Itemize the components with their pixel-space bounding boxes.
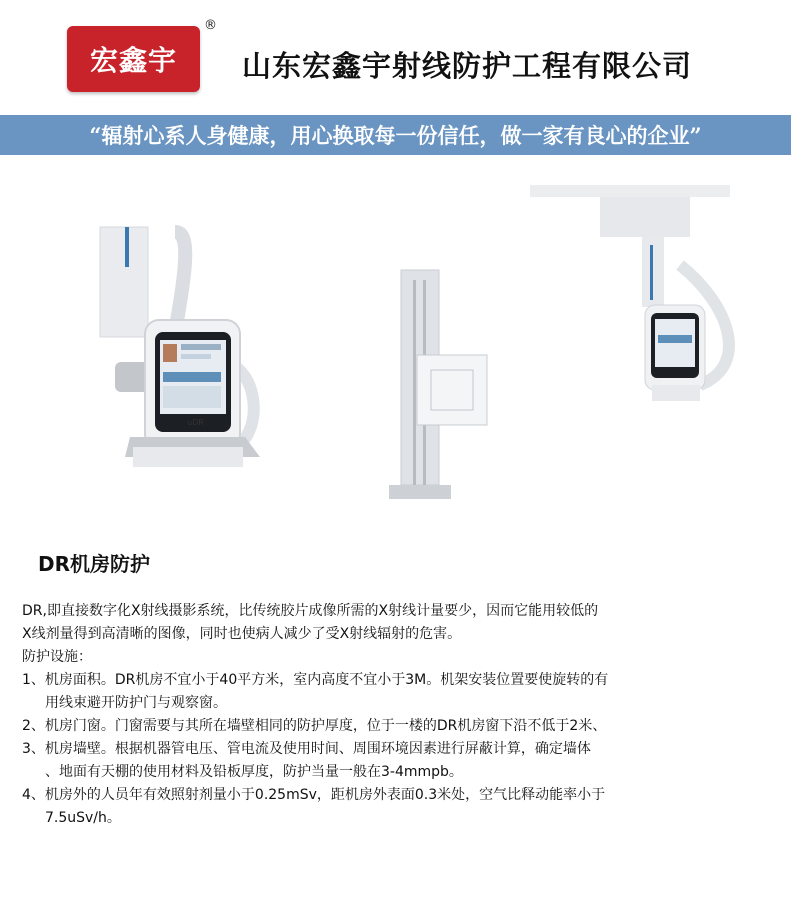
dr-wall-unit-icon (95, 222, 275, 472)
list-item-continuation: 7.5uSv/h。 (45, 810, 121, 826)
body-line: DR,即直接数字化X射线摄影系统，比传统胶片成像所需的X射线计量要少，因而它能用较低的 (22, 603, 599, 619)
logo-text: 宏鑫宇 (89, 44, 177, 77)
list-item: 4、机房外的人员年有效照射剂量小于0.25mSv，距机房外表面0.3米处，空气比释动能率小于 (22, 787, 606, 803)
slogan-text: “辐射心系人身健康，用心换取每一份信任，做一家有良心的企业” (89, 123, 702, 148)
list-item: 3、机房墙壁。根据机器管电压、管电流及使用时间、周围环境因素进行屏蔽计算，确定墙体 (22, 741, 591, 757)
dr-ceiling-unit-icon (530, 185, 760, 415)
list-item: 2、机房门窗。门窗需要与其所在墙壁相同的防护厚度，位于一楼的DR机房窗下沿不低于2米、 (22, 718, 607, 734)
body-line: X线剂量得到高清晰的图像，同时也使病人减少了受X射线辐射的危害。 (22, 626, 462, 642)
company-logo (67, 26, 200, 92)
header (0, 0, 791, 110)
registered-mark: ® (204, 18, 217, 33)
body-line: 防护设施： (22, 649, 92, 665)
device-images (0, 160, 791, 520)
list-item-continuation: 用线束避开防护门与观察窗。 (45, 695, 227, 711)
list-item-continuation: 、地面有天棚的使用材料及铅板厚度，防护当量一般在3-4mmpb。 (45, 764, 463, 780)
body-text (22, 600, 782, 830)
company-name: 山东宏鑫宇射线防护工程有限公司 (242, 49, 693, 83)
dr-stand-icon (375, 260, 495, 510)
list-item: 1、机房面积。DR机房不宜小于40平方米，室内高度不宜小于3M。机架安装位置要使旋转的有 (22, 672, 609, 688)
slogan-banner (0, 115, 791, 155)
section-title: DR机房防护 (38, 552, 151, 576)
uDR-label: uDR (187, 418, 204, 427)
